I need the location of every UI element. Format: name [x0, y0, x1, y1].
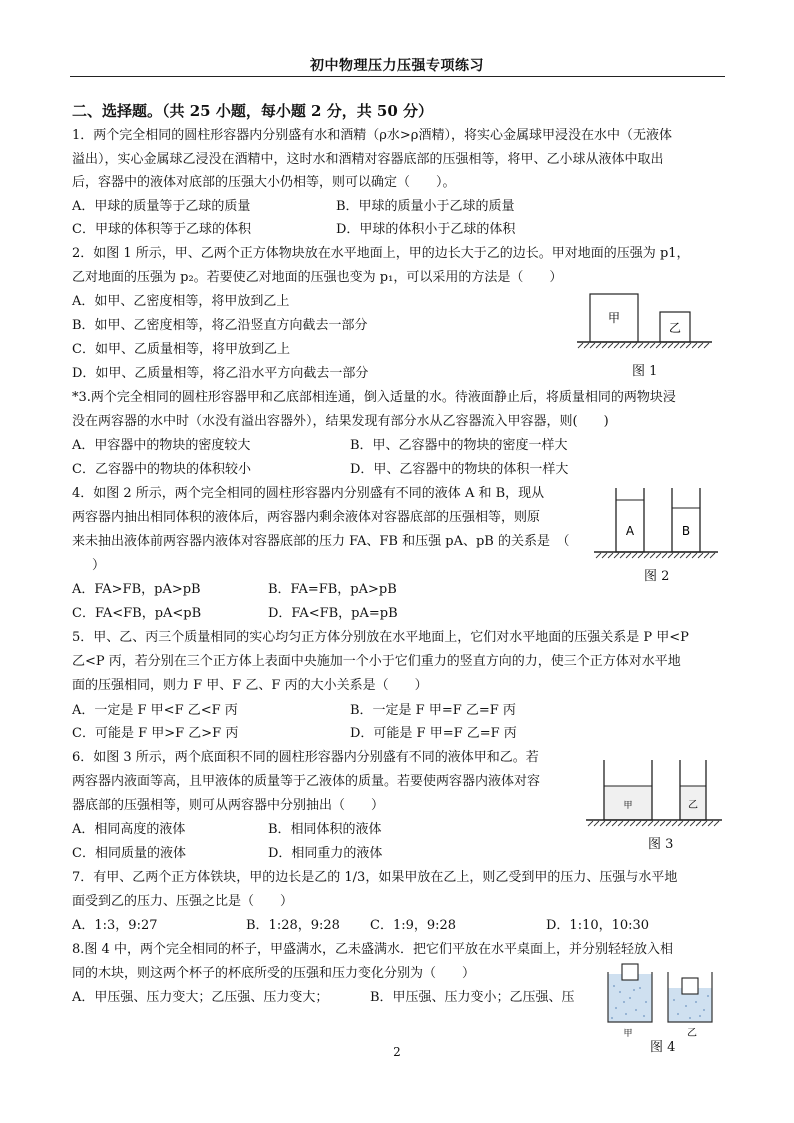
q6-line-2: 两容器内液面等高，且甲液体的质量等于乙液体的质量。若要使两容器内液体对容 [72, 774, 541, 789]
q7-option-c: C．1:9，9:28 [370, 918, 457, 933]
q5-option-b: B．一定是 F 甲=F 乙=F 丙 [350, 703, 516, 718]
q3-line-1: *3.两个完全相同的圆柱形容器甲和乙底部相连通，倒入适量的水。待液面静止后，将质量相同的两物块浸 [72, 390, 676, 405]
q1-option-d: D．甲球的体积小于乙球的体积 [336, 222, 516, 237]
section-title: 二、选择题。（共 25 小题，每小题 2 分，共 50 分） [72, 102, 434, 120]
fig3-label-jia: 甲 [623, 801, 633, 811]
q1-option-c: C．甲球的体积等于乙球的体积 [72, 222, 251, 237]
q6-line-3: 器底部的压强相等，则可从两容器中分别抽出（ ） [72, 798, 385, 813]
q5-option-a: A．一定是 F 甲<F 乙<F 丙 [72, 703, 238, 718]
q1-line-2: 溢出），实心金属球乙浸没在酒精中，这时水和酒精对容器底部的压强相等，将甲、乙小球从液体中取出 [72, 152, 664, 167]
q6-option-d: D．相同重力的液体 [268, 846, 383, 861]
fig4-cup-yi: 乙 [687, 1028, 697, 1039]
q8-line-1: 8.图 4 中，两个完全相同的杯子，甲盛满水，乙未盛满水．把它们平放在水平桌面上，并分别轻轻放入相 [72, 942, 673, 957]
q4-option-b: B．FA=FB，pA>pB [268, 582, 397, 597]
q4-option-a: A．FA>FB，pA>pB [72, 582, 201, 597]
q4-option-c: C．FA<FB，pA<pB [72, 606, 202, 621]
q8-line-2: 同的木块，则这两个杯子的杯底所受的压强和压力变化分别为（ ） [72, 966, 476, 981]
q5-option-c: C．可能是 F 甲>F 乙>F 丙 [72, 726, 239, 741]
q6-line-1: 6．如图 3 所示，两个底面积不同的圆柱形容器内分别盛有不同的液体甲和乙。若 [72, 750, 539, 765]
q7-line-2: 面受到乙的压力、压强之比是（ ） [72, 894, 294, 909]
figure-3-label: 图 3 [648, 837, 674, 852]
header-rule [70, 76, 725, 77]
q4-line-2: 两容器内抽出相同体积的液体后，两容器内剩余液体对容器底部的压强相等，则原 [72, 510, 541, 525]
q1-line-3: 后，容器中的液体对底部的压强大小仍相等，则可以确定（ ）。 [72, 175, 456, 190]
q7-option-a: A．1:3，9:27 [72, 918, 158, 933]
figure-4 [600, 962, 720, 1040]
q6-option-b: B．相同体积的液体 [268, 822, 382, 837]
fig1-box-jia: 甲 [607, 311, 621, 325]
page-number: 2 [393, 1045, 401, 1059]
q4-option-d: D．FA<FB，pA=pB [268, 606, 398, 621]
q6-option-c: C．相同质量的液体 [72, 846, 186, 861]
q3-option-c: C．乙容器中的物块的体积较小 [72, 462, 251, 477]
q2-option-c: C．如甲、乙质量相等，将甲放到乙上 [72, 342, 290, 357]
q5-option-d: D．可能是 F 甲=F 乙=F 丙 [350, 726, 517, 741]
q5-line-2: 乙<P 丙，若分别在三个正方体上表面中央施加一个小于它们重力的竖直方向的力，使三个正方体对水平地 [72, 654, 681, 669]
q4-line-4: ） [92, 558, 106, 573]
figure-2-label: 图 2 [644, 569, 670, 584]
fig2-label-b: B [681, 524, 691, 538]
q3-option-b: B．甲、乙容器中的物块的密度一样大 [350, 438, 568, 453]
q4-line-3: 来未抽出液体前两容器内液体对容器底部的压力 FA、FB 和压强 pA、pB 的关系是 （ [72, 534, 570, 549]
q8-option-b: B．甲压强、压力变小；乙压强、压 [370, 990, 575, 1005]
q2-option-a: A．如甲、乙密度相等，将甲放到乙上 [72, 294, 290, 309]
q3-line-2: 没在两容器的水中时（水没有溢出容器外），结果发现有部分水从乙容器流入甲容器，则( ) [72, 414, 609, 429]
q3-option-d: D．甲、乙容器中的物块的体积一样大 [350, 462, 569, 477]
figure-2 [592, 482, 720, 562]
q1-option-a: A．甲球的质量等于乙球的质量 [72, 199, 251, 214]
q2-option-b: B．如甲、乙密度相等，将乙沿竖直方向截去一部分 [72, 318, 368, 333]
figure-1-label: 图 1 [632, 364, 658, 379]
q7-option-d: D．1:10，10:30 [546, 918, 650, 933]
q1-option-b: B．甲球的质量小于乙球的质量 [336, 199, 515, 214]
page-header-title: 初中物理压力压强专项练习 [310, 58, 484, 74]
fig2-label-a: A [625, 524, 635, 538]
q2-line-2: 乙对地面的压强为 p₂。若要使乙对地面的压强也变为 p₁，可以采用的方法是（ ） [72, 270, 563, 285]
q7-option-b: B．1:28，9:28 [246, 918, 340, 933]
fig4-cup-jia: 甲 [623, 1029, 633, 1039]
q2-option-d: D．如甲、乙质量相等，将乙沿水平方向截去一部分 [72, 366, 369, 381]
q8-option-a: A．甲压强、压力变大；乙压强、压力变大； [72, 990, 329, 1005]
figure-3 [584, 758, 724, 830]
q6-option-a: A．相同高度的液体 [72, 822, 186, 837]
q5-line-1: 5．甲、乙、丙三个质量相同的实心均匀正方体分别放在水平地面上，它们对水平地面的压强关系是 P 甲<P [72, 630, 689, 645]
fig1-box-yi: 乙 [668, 321, 682, 335]
q7-line-1: 7．有甲、乙两个正方体铁块，甲的边长是乙的 1/3，如果甲放在乙上，则乙受到甲的压力、压强与水平地 [72, 870, 678, 885]
figure-1 [572, 290, 717, 352]
fig3-label-yi: 乙 [688, 800, 698, 811]
q1-line-1: 1．两个完全相同的圆柱形容器内分别盛有水和酒精（ρ水>ρ酒精），将实心金属球甲浸没在水中（无液体 [72, 128, 672, 143]
q5-line-3: 面的压强相同，则力 F 甲、F 乙、F 丙的大小关系是（ ） [72, 678, 428, 693]
q3-option-a: A．甲容器中的物块的密度较大 [72, 438, 251, 453]
q2-line-1: 2．如图 1 所示，甲、乙两个正方体物块放在水平地面上，甲的边长大于乙的边长。甲对地面的压强为 p1， [72, 246, 690, 261]
figure-4-label: 图 4 [650, 1040, 676, 1055]
q4-line-1: 4．如图 2 所示，两个完全相同的圆柱形容器内分别盛有不同的液体 A 和 B，现从 [72, 486, 545, 501]
